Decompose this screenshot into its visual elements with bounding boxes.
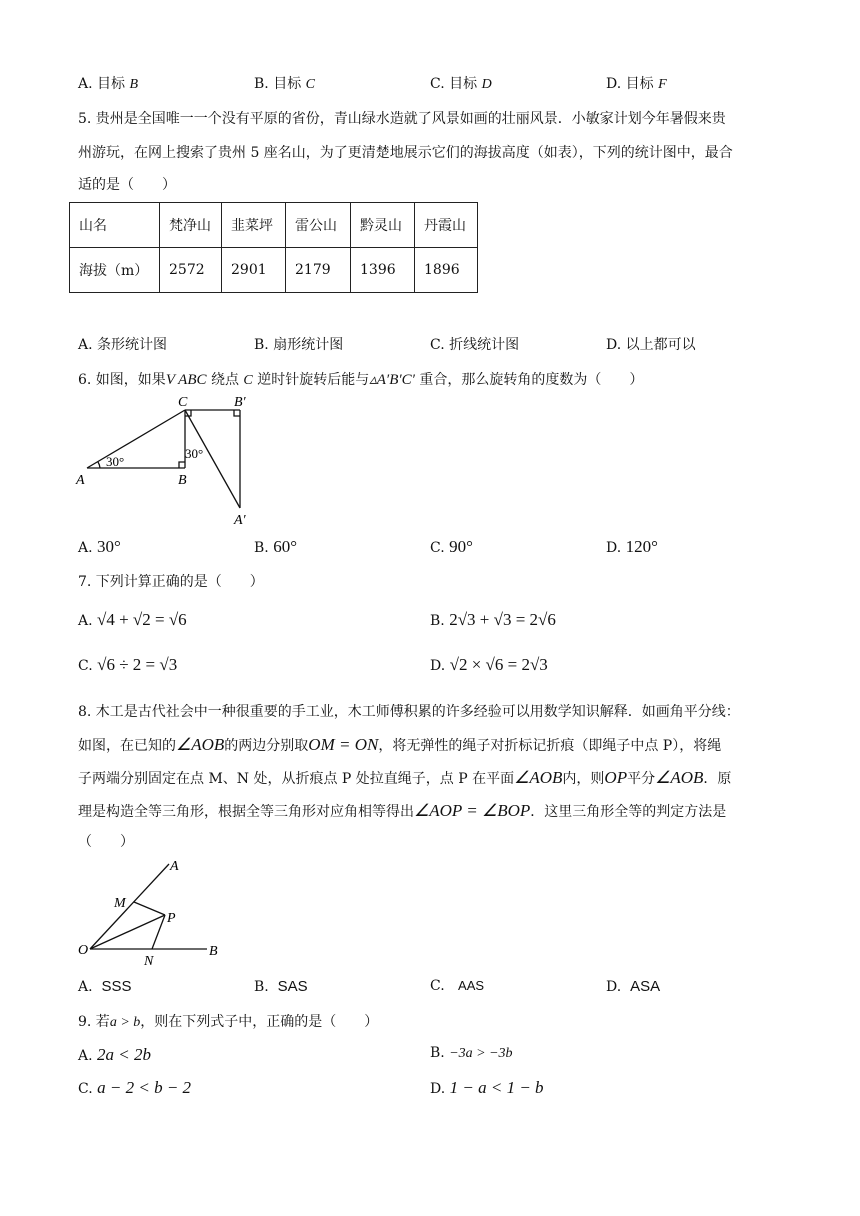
q7-option-c: C. √6 ÷ 2 = √3 (78, 655, 178, 674)
table-cell: 2901 (222, 248, 286, 293)
label-a: A (76, 473, 85, 488)
table-cell: 梵净山 (160, 203, 222, 248)
q5-option-b: B. 扇形统计图 (254, 337, 344, 353)
q5-option-c: C. 折线统计图 (430, 337, 520, 353)
segment-ac (87, 410, 185, 468)
q9-option-b: B. −3a > −3b (430, 1045, 513, 1061)
q4-option-d: D. 目标 F (606, 76, 667, 92)
label-m: M (114, 896, 126, 911)
table-cell: 山名 (70, 203, 160, 248)
q8-option-b: B. SAS (254, 978, 308, 995)
angle-label-a: 30° (106, 454, 125, 469)
q5-stem-line-2: 州游玩，在网上搜索了贵州 5 座名山，为了更清楚地展示它们的海拔高度（如表），下列的统计图中，最合 (78, 145, 733, 161)
q5-stem-line-3: 适的是（ ） (78, 177, 176, 193)
q9-stem: 9. 若a > b，则在下列式子中，正确的是（ ） (78, 1014, 379, 1030)
q8-stem-line-5: （ ） (78, 834, 134, 850)
angle-bisector-figure (72, 852, 232, 972)
q4-option-b: B. 目标 C (254, 76, 315, 92)
segment-mp (134, 902, 165, 915)
q8-option-d: D. ASA (606, 978, 661, 995)
q6-stem: 6. 如图，如果V ABC 绕点 C 逆时针旋转后能与▵A′B′C′ 重合，那么旋转角的度数为（ ） (78, 372, 644, 388)
rotation-figure (72, 392, 272, 532)
q8-option-c: C. AAS (430, 978, 485, 994)
q8-stem-line-4: 理是构造全等三角形，根据全等三角形对应角相等得出∠AOP = ∠BOP．这里三角形全等的判定方法是 (78, 801, 727, 820)
q4-option-a: A. 目标 B (78, 76, 139, 92)
q6-option-a: A. 30° (78, 537, 121, 556)
table-cell: 1396 (351, 248, 415, 293)
q7-option-b: B. 2√3 + √3 = 2√6 (430, 610, 556, 629)
q5-stem-line-1: 5. 贵州是全国唯一一个没有平原的省份，青山绿水造就了风景如画的壮丽风景．小敏家计划今年暑假来贵 (78, 111, 726, 127)
right-angle-b (179, 462, 185, 468)
angle-arc-a (98, 462, 100, 468)
table-header-row (70, 203, 478, 248)
label-b-prime: B′ (234, 395, 246, 410)
q7-option-d: D. √2 × √6 = 2√3 (430, 655, 548, 674)
table-cell: 黔灵山 (351, 203, 415, 248)
table-cell: 2179 (286, 248, 351, 293)
table-cell: 海拔（m） (70, 248, 160, 293)
q5-option-d: D. 以上都可以 (606, 337, 696, 353)
q7-stem: 7. 下列计算正确的是（ ） (78, 574, 264, 590)
angle-label-c: 30° (185, 446, 204, 461)
q8-stem-line-2: 如图，在已知的∠AOB的两边分别取OM = ON，将无弹性的绳子对折标记折痕（即绳子中点 P），将绳 (78, 735, 722, 754)
table-cell: 雷公山 (286, 203, 351, 248)
label-b: B (178, 473, 187, 488)
q6-option-d: D. 120° (606, 537, 658, 556)
q9-option-c: C. a − 2 < b − 2 (78, 1078, 192, 1097)
table-cell: 丹霞山 (415, 203, 478, 248)
label-p: P (167, 911, 176, 926)
label-n: N (144, 954, 154, 969)
q8-stem-line-3: 子两端分别固定在点 M、N 处，从折痕点 P 处拉直绳子，点 P 在平面∠AOB内，则OP平分∠AOB．原 (78, 768, 732, 787)
table-cell: 韭菜坪 (222, 203, 286, 248)
q9-option-a: A. 2a < 2b (78, 1045, 151, 1064)
q8-stem-line-1: 8. 木工是古代社会中一种很重要的手工业，木工师傅积累的许多经验可以用数学知识解释．如画角平分线： (78, 704, 740, 720)
label-c: C (178, 395, 188, 410)
q8-option-a: A. SSS (78, 978, 132, 995)
label-a: A (170, 859, 179, 874)
q5-option-a: A. 条形统计图 (78, 337, 168, 353)
label-o: O (78, 943, 89, 958)
table-cell: 2572 (160, 248, 222, 293)
label-a-prime: A′ (234, 513, 246, 528)
q7-option-a: A. √4 + √2 = √6 (78, 610, 187, 629)
label-b: B (209, 944, 218, 959)
right-angle-b-prime (234, 410, 240, 416)
elevation-table (69, 202, 478, 293)
q4-option-c: C. 目标 D (430, 76, 492, 92)
q6-option-c: C. 90° (430, 537, 473, 556)
table-row (70, 248, 478, 293)
table-cell: 1896 (415, 248, 478, 293)
q9-option-d: D. 1 − a < 1 − b (430, 1078, 544, 1097)
q6-option-b: B. 60° (254, 537, 298, 556)
